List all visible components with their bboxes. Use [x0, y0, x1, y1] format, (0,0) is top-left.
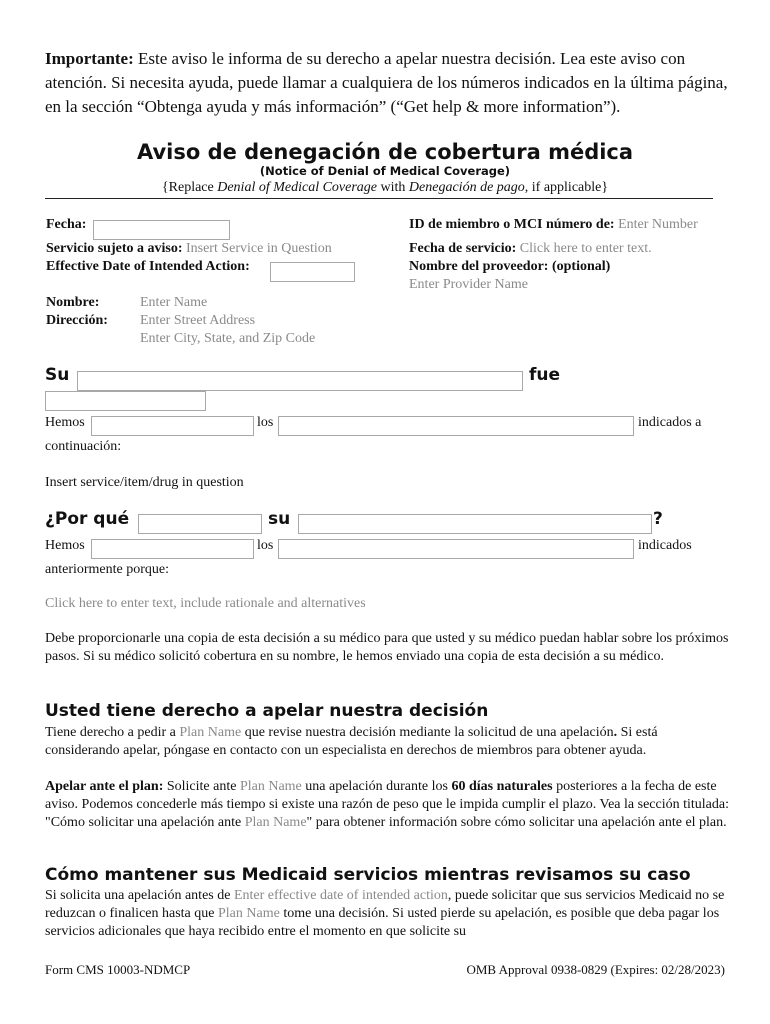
su-continuacion: continuación: [45, 439, 122, 454]
effective-label: Effective Date of Intended Action: [46, 259, 250, 274]
replace-term-2: Denegación de pago [408, 180, 525, 195]
medicaid-p-a: Si solicita una apelación antes de [45, 888, 234, 903]
proveedor-input[interactable]: Enter Provider Name [409, 277, 528, 292]
member-id-row [409, 216, 698, 234]
nombre-label: Nombre: [46, 295, 100, 310]
appeal-p1-dot: . [613, 725, 618, 740]
plan-name-placeholder[interactable]: Plan Name [244, 815, 307, 830]
por-que-hemos: Hemos [45, 538, 85, 553]
street-input[interactable]: Enter Street Address [140, 313, 256, 328]
plan-name-placeholder[interactable]: Plan Name [217, 906, 280, 921]
appeal-p2-b: una apelación durante los [301, 779, 452, 794]
city-input[interactable]: Enter City, State, and Zip Code [140, 331, 316, 346]
su-indicados: indicados a [638, 415, 702, 430]
fecha-servicio-input[interactable]: Click here to enter text. [519, 241, 652, 256]
por-que-los-input[interactable] [278, 539, 634, 559]
fecha-input[interactable] [93, 220, 230, 240]
medicaid-paragraph [45, 887, 730, 941]
su-item-input[interactable] [77, 371, 523, 391]
medicaid-p-c: tome una decisión. Si usted pierde su apelación, es posible que deba pagar los servicios adicionales que haya recibido entre el momento en que solicite su [45, 906, 720, 939]
por-que-heading-mid: su [268, 509, 291, 529]
plan-name-placeholder[interactable]: Plan Name [239, 779, 302, 794]
por-que-anteriormente: anteriormente porque: [45, 562, 170, 577]
por-que-indicados: indicados [638, 538, 692, 553]
por-que-action-input[interactable] [138, 514, 262, 534]
proveedor-label: Nombre del proveedor: (optional) [409, 259, 611, 274]
su-heading-start: Su [45, 365, 70, 385]
appeal-p2-days: 60 días naturales [451, 779, 553, 794]
servicio-row [46, 240, 332, 258]
member-id-input[interactable]: Enter Number [618, 217, 698, 232]
replace-open: {Replace [161, 180, 218, 195]
footer-omb-approval: OMB Approval 0938-0829 (Expires: 02/28/2023) [466, 962, 725, 977]
appeal-p1-b: que revise nuestra decisión mediante la solicitud de una apelación [241, 725, 614, 740]
su-status-input[interactable] [45, 391, 206, 411]
appeal-p2-d: " para obtener información sobre cómo solicitar una apelación ante el plan. [306, 815, 727, 830]
plan-name-placeholder[interactable]: Plan Name [179, 725, 242, 740]
nombre-input[interactable]: Enter Name [140, 295, 208, 310]
por-que-heading-start: ¿Por qué [45, 509, 130, 529]
fecha-servicio-label: Fecha de servicio: [409, 241, 517, 256]
su-action-input[interactable] [91, 416, 254, 436]
por-que-item-input[interactable] [298, 514, 652, 534]
por-que-heading-end: ? [653, 509, 663, 529]
member-id-label: ID de miembro o MCI número de: [409, 217, 615, 232]
su-hemos: Hemos [45, 415, 85, 430]
replace-close: , if applicable} [524, 180, 609, 195]
medicaid-heading: Cómo mantener sus Medicaid servicios mientras revisamos su caso [45, 865, 691, 885]
appeal-p1-c: Si está considerando apelar, póngase en contacto con un especialista en derechos de miembros para obtener ayuda. [45, 725, 658, 758]
por-que-los: los [257, 538, 274, 553]
direccion-label: Dirección: [46, 313, 108, 328]
effective-date-placeholder[interactable]: Enter effective date of intended action [233, 888, 448, 903]
appeal-paragraph-1 [45, 724, 730, 760]
replace-instruction [0, 180, 770, 196]
appeal-heading: Usted tiene derecho a apelar nuestra decisión [45, 701, 489, 721]
su-items-input[interactable] [278, 416, 634, 436]
su-los: los [257, 415, 274, 430]
appeal-p1-a: Tiene derecho a pedir a [45, 725, 180, 740]
insert-service-text: Insert service/item/drug in question [45, 475, 244, 490]
effective-date-input[interactable] [270, 262, 355, 282]
appeal-p2-c: posteriores a la fecha de este aviso. Podemos concederle más tiempo si existe una razón de peso que le impida cumplir el plazo. Vea la sección titulada: "Cómo solicitar una apelación ante [45, 779, 729, 830]
intro-text: Este aviso le informa de su derecho a apelar nuestra decisión. Lea este aviso con atención. Si necesita ayuda, puede llamar a cualquiera de los números indicados en la última página, en la sección “Obtenga ayuda y más información” (“Get help & more information”). [45, 49, 728, 116]
servicio-input[interactable]: Insert Service in Question [185, 241, 332, 256]
header-rule [45, 198, 713, 199]
rationale-input[interactable]: Click here to enter text, include rationale and alternatives [45, 596, 366, 611]
fecha-label: Fecha: [46, 217, 87, 232]
medicaid-p-b: , puede solicitar que sus servicios Medicaid no se reduzcan o finalicen hasta que [45, 888, 725, 921]
appeal-paragraph-2 [45, 778, 730, 832]
appeal-p2-label: Apelar ante el plan: [45, 779, 164, 794]
por-que-hemos-input[interactable] [91, 539, 254, 559]
intro-label: Importante: [45, 49, 134, 68]
su-heading-end: fue [529, 365, 561, 385]
replace-term-1: Denial of Medical Coverage [217, 180, 378, 195]
replace-mid: with [377, 180, 409, 195]
footer-form-number: Form CMS 10003-NDMCP [45, 962, 191, 977]
appeal-p2-a: Solicite ante [163, 779, 240, 794]
intro-paragraph [45, 47, 730, 119]
fecha-servicio-row [409, 240, 652, 258]
page-subtitle: (Notice of Denial of Medical Coverage) [259, 164, 511, 178]
copy-paragraph: Debe proporcionarle una copia de esta decisión a su médico para que usted y su médico puedan hablar sobre los próximos pasos. Si su médico solicitó cobertura en su nombre, le hemos enviado una copia de esta decisión a su médico. [45, 631, 729, 664]
page-title: Aviso de denegación de cobertura médica [136, 140, 634, 164]
servicio-label: Servicio sujeto a aviso: [46, 241, 183, 256]
